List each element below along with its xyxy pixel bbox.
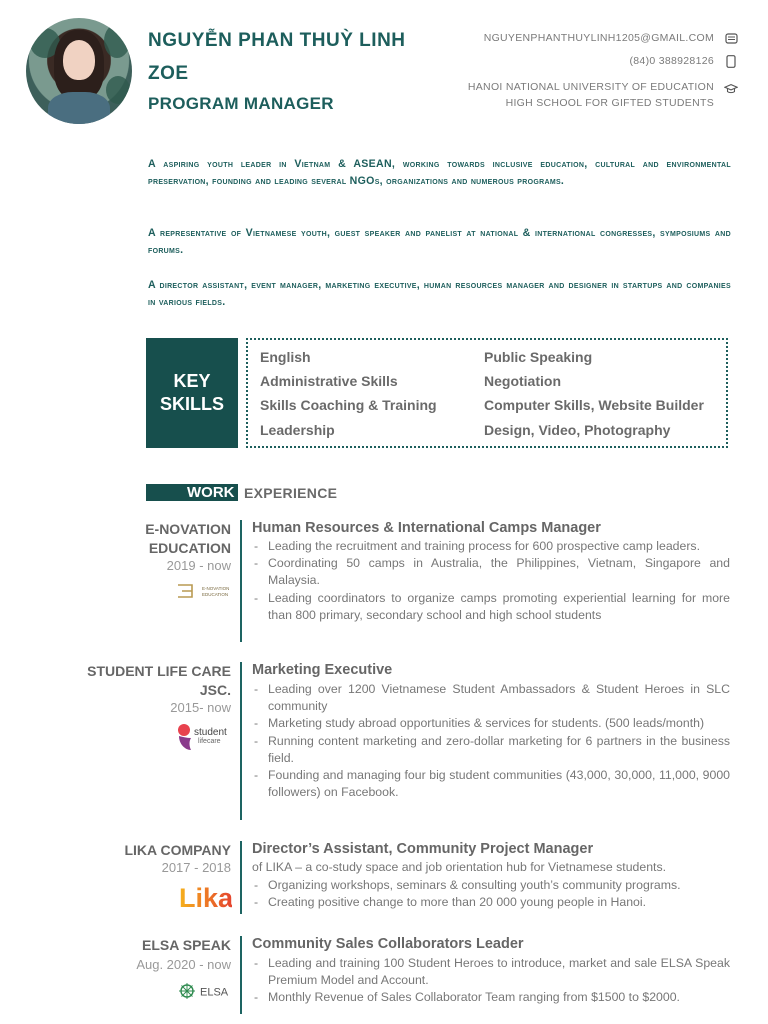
job-bullets [252, 681, 730, 801]
summary-paragraph-2: A representative of Vietnamese youth, guest speaker and panelist at national & international congresses, symposiums and forums. [148, 227, 731, 256]
svg-text:ELSA: ELSA [200, 986, 229, 999]
email-icon [724, 31, 738, 45]
skill-item: Design, Video, Photography [484, 422, 671, 438]
timeline-line [240, 841, 242, 914]
job-title: Director’s Assistant, Community Project Manager [252, 841, 594, 857]
email-text[interactable]: NGUYENPHANTHUYLINH1205@GMAIL.COM [483, 32, 714, 44]
student-lifecare-logo [176, 720, 236, 756]
elsa-logo [178, 981, 234, 1001]
job-role: PROGRAM MANAGER [148, 94, 334, 113]
job-bullets [252, 538, 730, 624]
timeline-line [240, 520, 242, 642]
job-bullet: - Leading coordinators to organize camps promoting experiential learning for more than 800 primary, secondary school and high school students [252, 590, 730, 624]
timeline-line [240, 662, 242, 820]
skill-item: Public Speaking [484, 349, 593, 365]
key-skills-title-line-1: KEY [173, 371, 211, 391]
job-intro: of LIKA – a co-study space and job orientation hub for Vietnamese students. [252, 860, 667, 874]
svg-text:EDUCATION: EDUCATION [202, 592, 229, 597]
key-skills-heading [146, 338, 238, 448]
graduation-cap-icon [724, 82, 738, 96]
job-bullet: - Monthly Revenue of Sales Collaborator Team ranging from $1500 to $2000. [252, 989, 730, 1006]
job-bullet: - Creating positive change to more than 20 000 young people in Hanoi. [252, 894, 730, 911]
enovation-logo [176, 582, 232, 600]
job-bullet: - Leading and training 100 Student Heroes to introduce, market and sale ELSA Speak Premium Model and Account. [252, 955, 730, 989]
company-name: ELSA SPEAK [142, 937, 231, 953]
company-name: STUDENT LIFE CARE JSC. [87, 663, 231, 698]
timeline-line [240, 936, 242, 1014]
job-bullets [252, 877, 730, 911]
company-name: LIKA COMPANY [124, 842, 231, 858]
job-period: 2019 - now [166, 558, 231, 573]
job-bullet: - Leading over 1200 Vietnamese Student Ambassadors & Student Heroes in SLC community [252, 681, 730, 715]
job-bullet: - Leading the recruitment and training process for 600 prospective camp leaders. [252, 538, 730, 555]
job-bullet: - Organizing workshops, seminars & consulting youth’s community programs. [252, 877, 730, 894]
svg-text:student: student [194, 727, 227, 738]
lika-logo [178, 882, 232, 912]
company-name: E-NOVATION EDUCATION [145, 521, 231, 556]
skill-item: Administrative Skills [260, 373, 398, 389]
skill-item: Leadership [260, 422, 335, 438]
phone-icon [724, 54, 738, 68]
job-title: Human Resources & International Camps Manager [252, 520, 601, 536]
work-heading-word: WORK [187, 484, 235, 501]
job-bullet: - Marketing study abroad opportunities & services for students. (500 leads/month) [252, 715, 730, 732]
svg-text:lifecare: lifecare [198, 738, 221, 745]
job-period: 2017 - 2018 [161, 860, 231, 875]
job-period: Aug. 2020 - now [136, 957, 231, 972]
summary-paragraph-3: A director assistant, event manager, marketing executive, human resources manager and designer in startups and companies in various fields. [148, 279, 731, 308]
phone-text: (84)0 388928126 [629, 55, 714, 67]
job-bullet: - Running content marketing and zero-dollar marketing for 6 partners in the business field. [252, 733, 730, 767]
school-line-2: HIGH SCHOOL FOR GIFTED STUDENTS [505, 97, 714, 109]
job-title: Community Sales Collaborators Leader [252, 936, 524, 952]
experience-heading-word: EXPERIENCE [244, 485, 338, 501]
skill-item: Computer Skills, Website Builder [484, 397, 704, 413]
name-line-1: NGUYỄN PHAN THUỲ LINH [148, 30, 406, 51]
job-bullets [252, 955, 730, 1007]
name-line-2: ZOE [148, 63, 189, 84]
skill-item: Skills Coaching & Training [260, 397, 437, 413]
profile-photo [26, 18, 132, 124]
summary-paragraph-1: A aspiring youth leader in Vietnam & ASEAN, working towards inclusive education, cultural and environmental preservation, founding and leading several NGOs, organizations and numerous programs. [148, 158, 731, 187]
job-bullet: - Coordinating 50 camps in Australia, the Philippines, Vietnam, Singapore and Malaysia. [252, 555, 730, 589]
skill-item: English [260, 349, 311, 365]
job-title: Marketing Executive [252, 662, 393, 678]
svg-text:E-NOVATION: E-NOVATION [202, 586, 230, 591]
svg-text:Lika: Lika [179, 883, 232, 912]
school-line-1: HANOI NATIONAL UNIVERSITY OF EDUCATION [467, 81, 714, 93]
skill-item: Negotiation [484, 373, 561, 389]
job-period: 2015- now [170, 700, 231, 715]
job-bullet: - Founding and managing four big student communities (43,000, 30,000, 11,000, 9000 followers) on Facebook. [252, 767, 730, 801]
key-skills-title-line-2: SKILLS [159, 394, 224, 414]
